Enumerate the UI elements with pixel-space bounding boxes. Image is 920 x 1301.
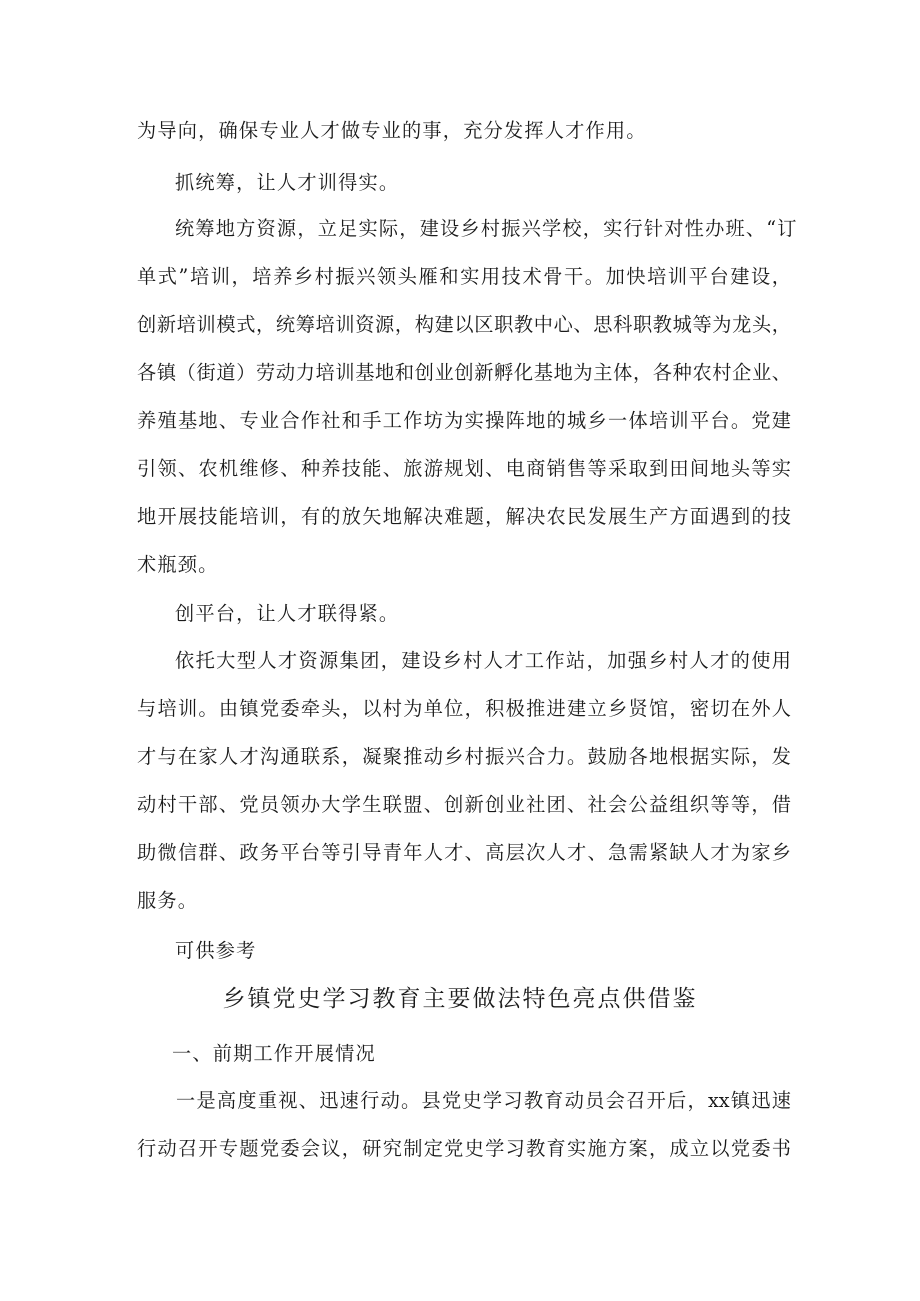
paragraph-line: 依托大型人才资源集团，建设乡村人才工作站，加强乡村人才的使用 [175, 649, 791, 672]
paragraph-line: 助微信群、政务平台等引导青年人才、高层次人才、急需紧缺人才为家乡 [137, 841, 791, 864]
paragraph-line: 行动召开专题党委会议，研究制定党史学习教育实施方案，成立以党委书 [137, 1137, 791, 1160]
document-title: 乡镇党史学习教育主要做法特色亮点供借鉴 [222, 986, 698, 1012]
subheading-platform: 创平台，让人才联得紧。 [175, 602, 400, 625]
paragraph-line: 引领、农机维修、种养技能、旅游规划、电商销售等采取到田间地头等实 [137, 457, 791, 480]
paragraph-line: 统筹地方资源，立足实际，建设乡村振兴学校，实行针对性办班、“订 [175, 217, 798, 240]
paragraph-line: 创新培训模式，统筹培训资源，构建以区职教中心、思科职教城等为龙头， [137, 313, 791, 336]
paragraph-line: 为导向，确保专业人才做专业的事，充分发挥人才作用。 [137, 119, 647, 142]
paragraph-line: 动村干部、党员领办大学生联盟、创新创业社团、社会公益组织等等，借 [137, 793, 791, 816]
subheading-training: 抓统筹，让人才训得实。 [175, 171, 400, 194]
paragraph-line: 服务。 [137, 889, 199, 912]
paragraph-line: 才与在家人才沟通联系，凝聚推动乡村振兴合力。鼓励各地根据实际，发 [137, 745, 791, 768]
section-heading: 一、前期工作开展情况 [172, 1042, 376, 1065]
paragraph-line: 地开展技能培训，有的放矢地解决难题，解决农民发展生产方面遇到的技 [137, 505, 791, 528]
paragraph-line: 各镇（街道）劳动力培训基地和创业创新孵化基地为主体，各种农村企业、 [137, 361, 791, 384]
paragraph-line: 单式”培训，培养乡村振兴领头雁和实用技术骨干。加快培训平台建设， [137, 265, 791, 288]
paragraph-line: 术瓶颈。 [137, 553, 219, 576]
paragraph-line: 与培训。由镇党委牵头，以村为单位，积极推进建立乡贤馆，密切在外人 [137, 697, 791, 720]
paragraph-line: 养殖基地、专业合作社和手工作坊为实操阵地的城乡一体培训平台。党建 [137, 409, 791, 432]
paragraph-line: 一是高度重视、迅速行动。县党史学习教育动员会召开后，xx镇迅速 [176, 1089, 791, 1112]
reference-note: 可供参考 [175, 939, 257, 962]
